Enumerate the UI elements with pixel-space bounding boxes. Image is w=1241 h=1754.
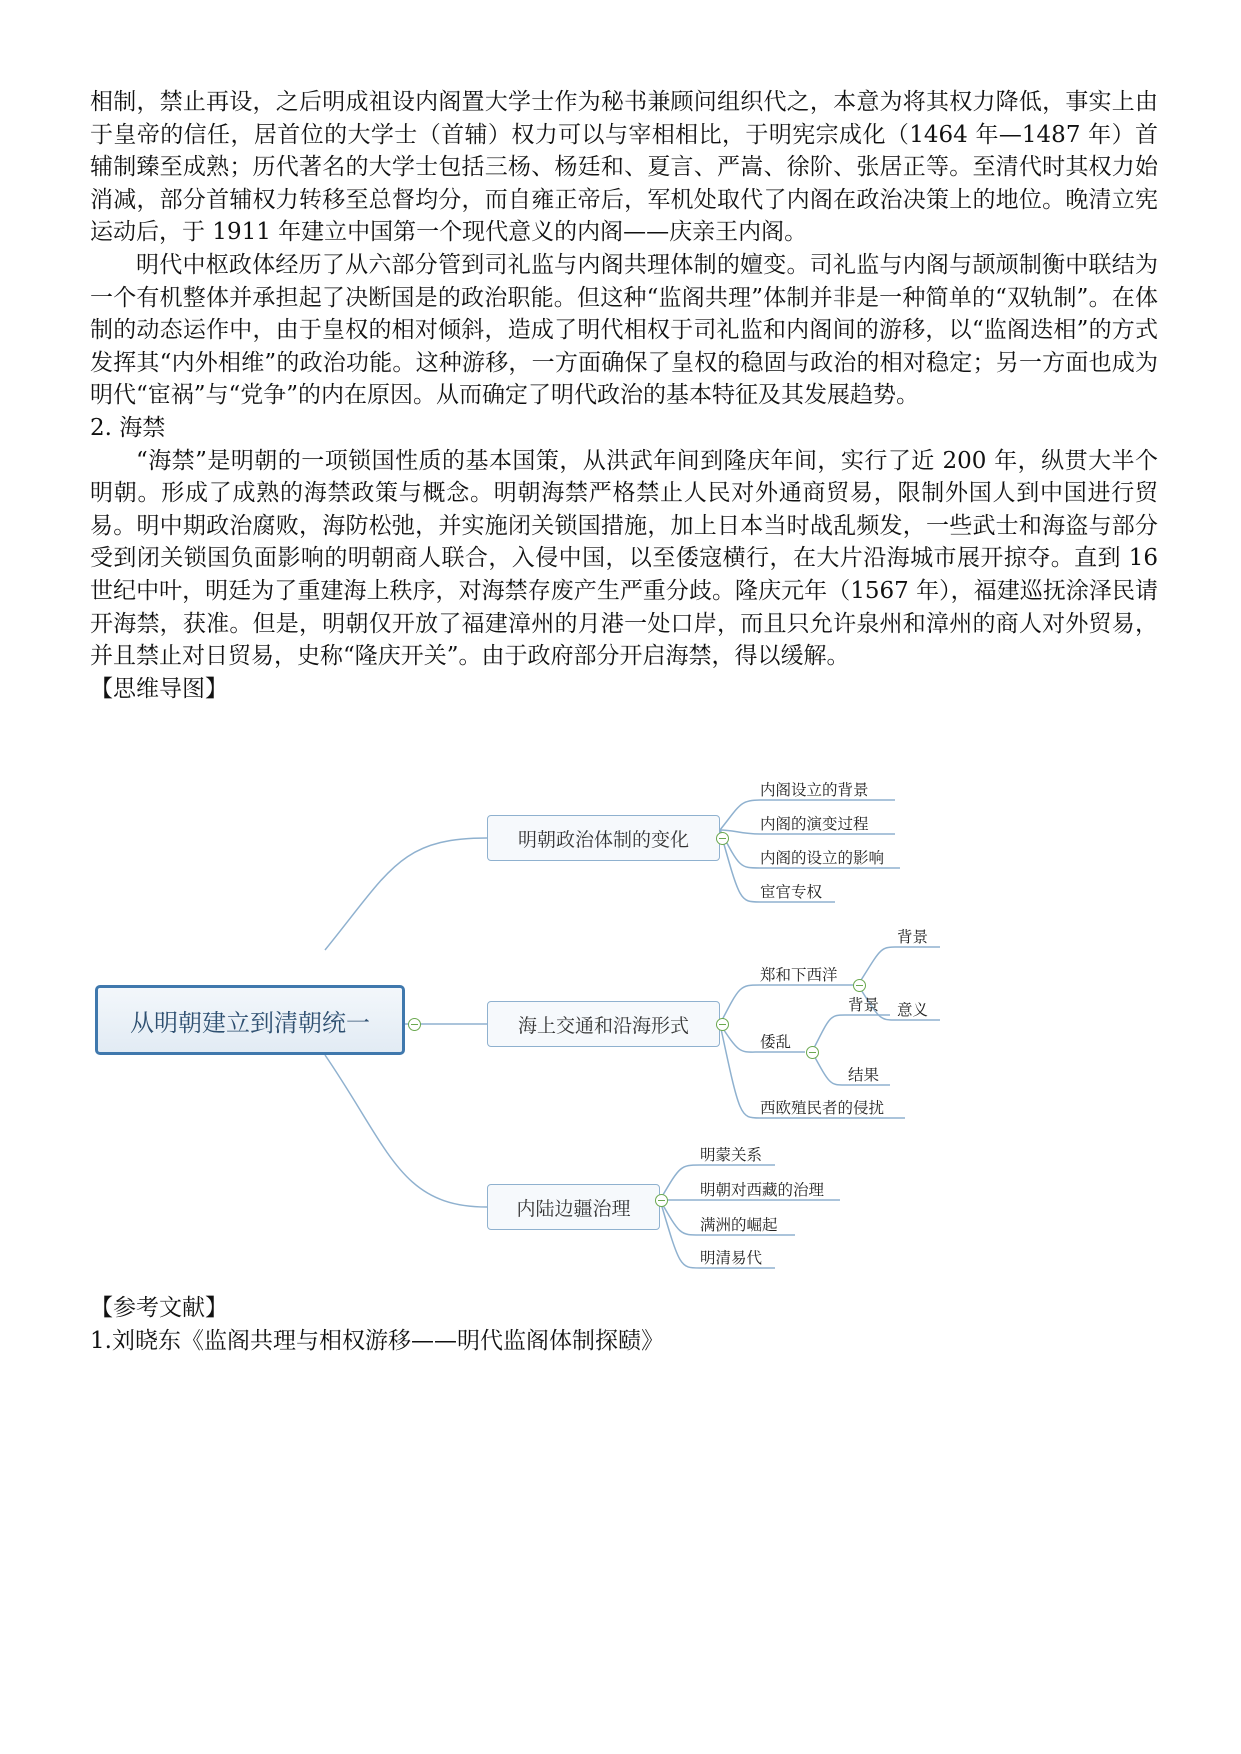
collapse-root-icon[interactable]: [408, 1018, 421, 1031]
branch-political-system[interactable]: 明朝政治体制的变化: [487, 815, 720, 861]
leaf-zhenghe-significance[interactable]: 意义: [897, 1001, 929, 1019]
mindmap-heading: 【思维导图】: [90, 675, 228, 702]
collapse-b3-icon[interactable]: [655, 1194, 668, 1207]
leaf-tibet[interactable]: 明朝对西藏的治理: [700, 1181, 825, 1199]
section-heading-haijin: 2. 海禁: [90, 414, 166, 441]
collapse-wokou-icon[interactable]: [806, 1046, 819, 1059]
leaf-ming-qing-transition[interactable]: 明清易代: [700, 1249, 763, 1267]
collapse-b1-icon[interactable]: [716, 832, 729, 845]
leaf-wokou-result[interactable]: 结果: [848, 1066, 880, 1084]
collapse-zhenghe-icon[interactable]: [853, 979, 866, 992]
paragraph-central-government: 明代中枢政体经历了从六部分管到司礼监与内阁共理体制的嬗变。司礼监与内阁与颉颃制衡中联结为一个有机整体并承担起了决断国是的政治职能。但这种“监阁共理”体制并非是一种简单的“双轨制”。在体制的动态运作中，由于皇权的相对倾斜，造成了明代相权于司礼监和内阁间的游移，以“监阁迭相”的方式发挥其“内外相维”的政治功能。这种游移，一方面确保了皇权的稳固与政治的相对稳定；另一方面也成为明代“宦祸”与“党争”的内在原因。从而确定了明代政治的基本特征及其发展趋势。: [90, 251, 1158, 409]
mind-map: [0, 770, 1241, 1290]
references: [90, 1292, 1158, 1357]
leaf-ming-mongol[interactable]: 明蒙关系: [700, 1146, 763, 1164]
leaf-zhenghe-background[interactable]: 背景: [897, 928, 929, 946]
collapse-b2-icon[interactable]: [716, 1018, 729, 1031]
leaf-zhenghe[interactable]: 郑和下西洋: [760, 966, 838, 984]
leaf-cabinet-evolution[interactable]: 内阁的演变过程: [760, 815, 869, 833]
mindmap-root[interactable]: 从明朝建立到清朝统一: [95, 985, 405, 1055]
paragraph-haijin: “海禁”是明朝的一项锁国性质的基本国策，从洪武年间到隆庆年间，实行了近 200 年，纵贯大半个明朝。形成了成熟的海禁政策与概念。明朝海禁严格禁止人民对外通商贸易，限制外国人到中国进行贸易。明中期政治腐败，海防松弛，并实施闭关锁国措施，加上日本当时战乱频发，一些武士和海盗与部分受到闭关锁国负面影响的明朝商人联合，入侵中国，以至倭寇横行，在大片沿海城市展开掠夺。直到 16 世纪中叶，明廷为了重建海上秩序，对海禁存废产生严重分歧。隆庆元年（1567 年），福建巡抚涂泽民请开海禁，获准。但是，明朝仅开放了福建漳州的月港一处口岸，而且只允许泉州和漳州的商人对外贸易，并且禁止对日贸易，史称“隆庆开关”。由于政府部分开启海禁，得以缓解。: [90, 447, 1158, 670]
paragraph-cabinet: 相制，禁止再设，之后明成祖设内阁置大学士作为秘书兼顾问组织代之，本意为将其权力降低，事实上由于皇帝的信任，居首位的大学士（首辅）权力可以与宰相相比，于明宪宗成化（1464 年—1487 年）首辅制臻至成熟；历代著名的大学士包括三杨、杨廷和、夏言、严嵩、徐阶、张居正等。至清代时其权力始消减，部分首辅权力转移至总督均分，而自雍正帝后，军机处取代了内阁在政治决策上的地位。晚清立宪运动后，于 1911 年建立中国第一个现代意义的内阁——庆亲王内阁。: [90, 89, 1158, 246]
leaf-wokou-background[interactable]: 背景: [848, 996, 880, 1014]
leaf-manchu-rise[interactable]: 满洲的崛起: [700, 1216, 778, 1234]
connector-root-b3: [325, 1055, 487, 1207]
leaf-eunuch-power[interactable]: 宦官专权: [760, 883, 823, 901]
reference-item-1: 1.刘晓东《监阁共理与相权游移——明代监阁体制探赜》: [90, 1327, 664, 1354]
leaf-western-colonists[interactable]: 西欧殖民者的侵扰: [760, 1099, 885, 1117]
leaf-cabinet-background[interactable]: 内阁设立的背景: [760, 781, 869, 799]
leaf-wokou[interactable]: 倭乱: [760, 1033, 792, 1051]
references-heading: 【参考文献】: [90, 1295, 228, 1321]
document-body: [90, 86, 1158, 705]
connector-root-b1: [325, 838, 487, 950]
leaf-cabinet-influence[interactable]: 内阁的设立的影响: [760, 849, 885, 867]
branch-frontier[interactable]: 内陆边疆治理: [487, 1184, 660, 1230]
branch-maritime[interactable]: 海上交通和沿海形式: [487, 1001, 720, 1047]
